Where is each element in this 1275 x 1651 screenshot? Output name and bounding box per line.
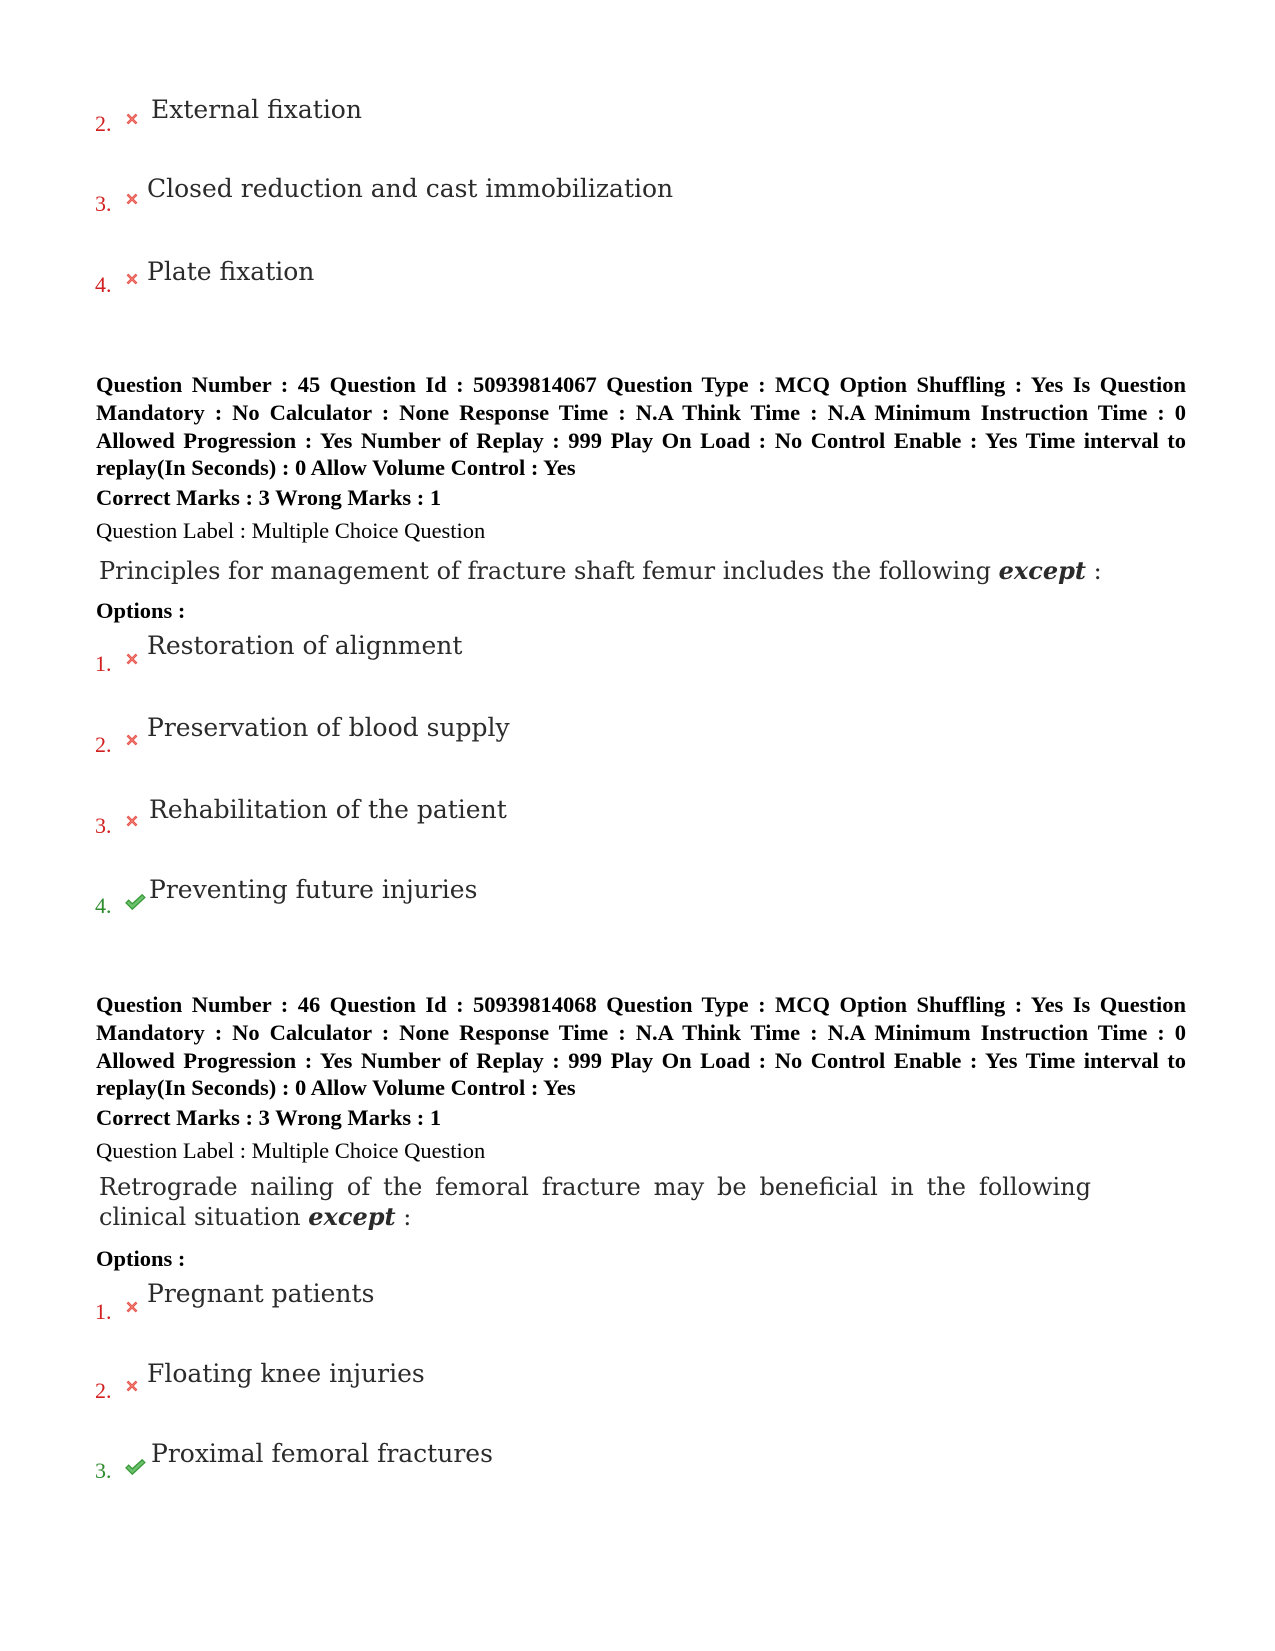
option-text: Rehabilitation of the patient	[149, 795, 507, 824]
question-emphasis: except	[998, 556, 1086, 585]
wrong-mark-icon	[123, 1377, 141, 1395]
option-number: 2.	[95, 732, 112, 757]
question-label: Question Label : Multiple Choice Question	[96, 518, 486, 543]
option-text: External fixation	[151, 95, 362, 124]
option-number: 4.	[95, 272, 112, 297]
correct-mark-icon	[123, 1458, 147, 1476]
list-item	[95, 876, 995, 936]
wrong-mark-icon	[123, 650, 141, 668]
question-meta: Question Number : 45 Question Id : 50939814067 Question Type : MCQ Option Shuffling : Yes Is Question Mandatory : No Calculator : None Response Time : N.A Think Time : N.A Minimum Instruction Time : 0 Allowed Progression : Yes Number of Replay : 999 Play On Load : No Control Enable : Yes Time interval to replay(In Seconds) : 0 Allow Volume Control : Yes	[96, 372, 1186, 481]
option-text: Preventing future injuries	[149, 875, 478, 904]
question-emphasis: except	[308, 1202, 396, 1231]
wrong-mark-icon	[123, 270, 141, 288]
question-text: Principles for management of fracture shaft femur includes the following except :	[99, 556, 1102, 585]
option-number: 3.	[95, 813, 112, 838]
option-text: Closed reduction and cast immobilization	[147, 174, 674, 203]
option-text: Preservation of blood supply	[147, 713, 510, 742]
option-text: Proximal femoral fractures	[151, 1439, 493, 1468]
option-number: 3.	[95, 191, 112, 216]
option-text: Pregnant patients	[147, 1279, 375, 1308]
list-item	[95, 96, 995, 156]
option-text: Floating knee injuries	[147, 1359, 425, 1388]
list-item	[95, 632, 995, 692]
wrong-mark-icon	[123, 731, 141, 749]
option-text: Restoration of alignment	[147, 631, 463, 660]
wrong-mark-icon	[123, 110, 141, 128]
option-number: 2.	[95, 1378, 112, 1403]
wrong-mark-icon	[123, 812, 141, 830]
list-item	[95, 175, 995, 235]
options-heading: Options :	[96, 1246, 186, 1271]
options-heading: Options :	[96, 598, 186, 623]
option-number: 1.	[95, 1299, 112, 1324]
question-label: Question Label : Multiple Choice Question	[96, 1138, 486, 1163]
option-number: 2.	[95, 111, 112, 136]
correct-mark-icon	[123, 893, 147, 911]
question-text: Retrograde nailing of the femoral fracture may be beneficial in the following clinical situation except :	[99, 1173, 1091, 1231]
list-item	[95, 796, 995, 856]
list-item	[95, 1280, 995, 1340]
list-item	[95, 1440, 995, 1500]
list-item	[95, 1360, 995, 1420]
wrong-mark-icon	[123, 190, 141, 208]
option-number: 1.	[95, 651, 112, 676]
list-item	[95, 714, 995, 774]
wrong-mark-icon	[123, 1298, 141, 1316]
option-text: Plate fixation	[147, 257, 315, 286]
question-marks: Correct Marks : 3 Wrong Marks : 1	[96, 485, 442, 510]
option-number: 4.	[95, 893, 112, 918]
question-marks: Correct Marks : 3 Wrong Marks : 1	[96, 1105, 442, 1130]
option-number: 3.	[95, 1458, 112, 1483]
question-meta: Question Number : 46 Question Id : 50939814068 Question Type : MCQ Option Shuffling : Yes Is Question Mandatory : No Calculator : None Response Time : N.A Think Time : N.A Minimum Instruction Time : 0 Allowed Progression : Yes Number of Replay : 999 Play On Load : No Control Enable : Yes Time interval to replay(In Seconds) : 0 Allow Volume Control : Yes	[96, 992, 1186, 1101]
list-item	[95, 258, 995, 318]
